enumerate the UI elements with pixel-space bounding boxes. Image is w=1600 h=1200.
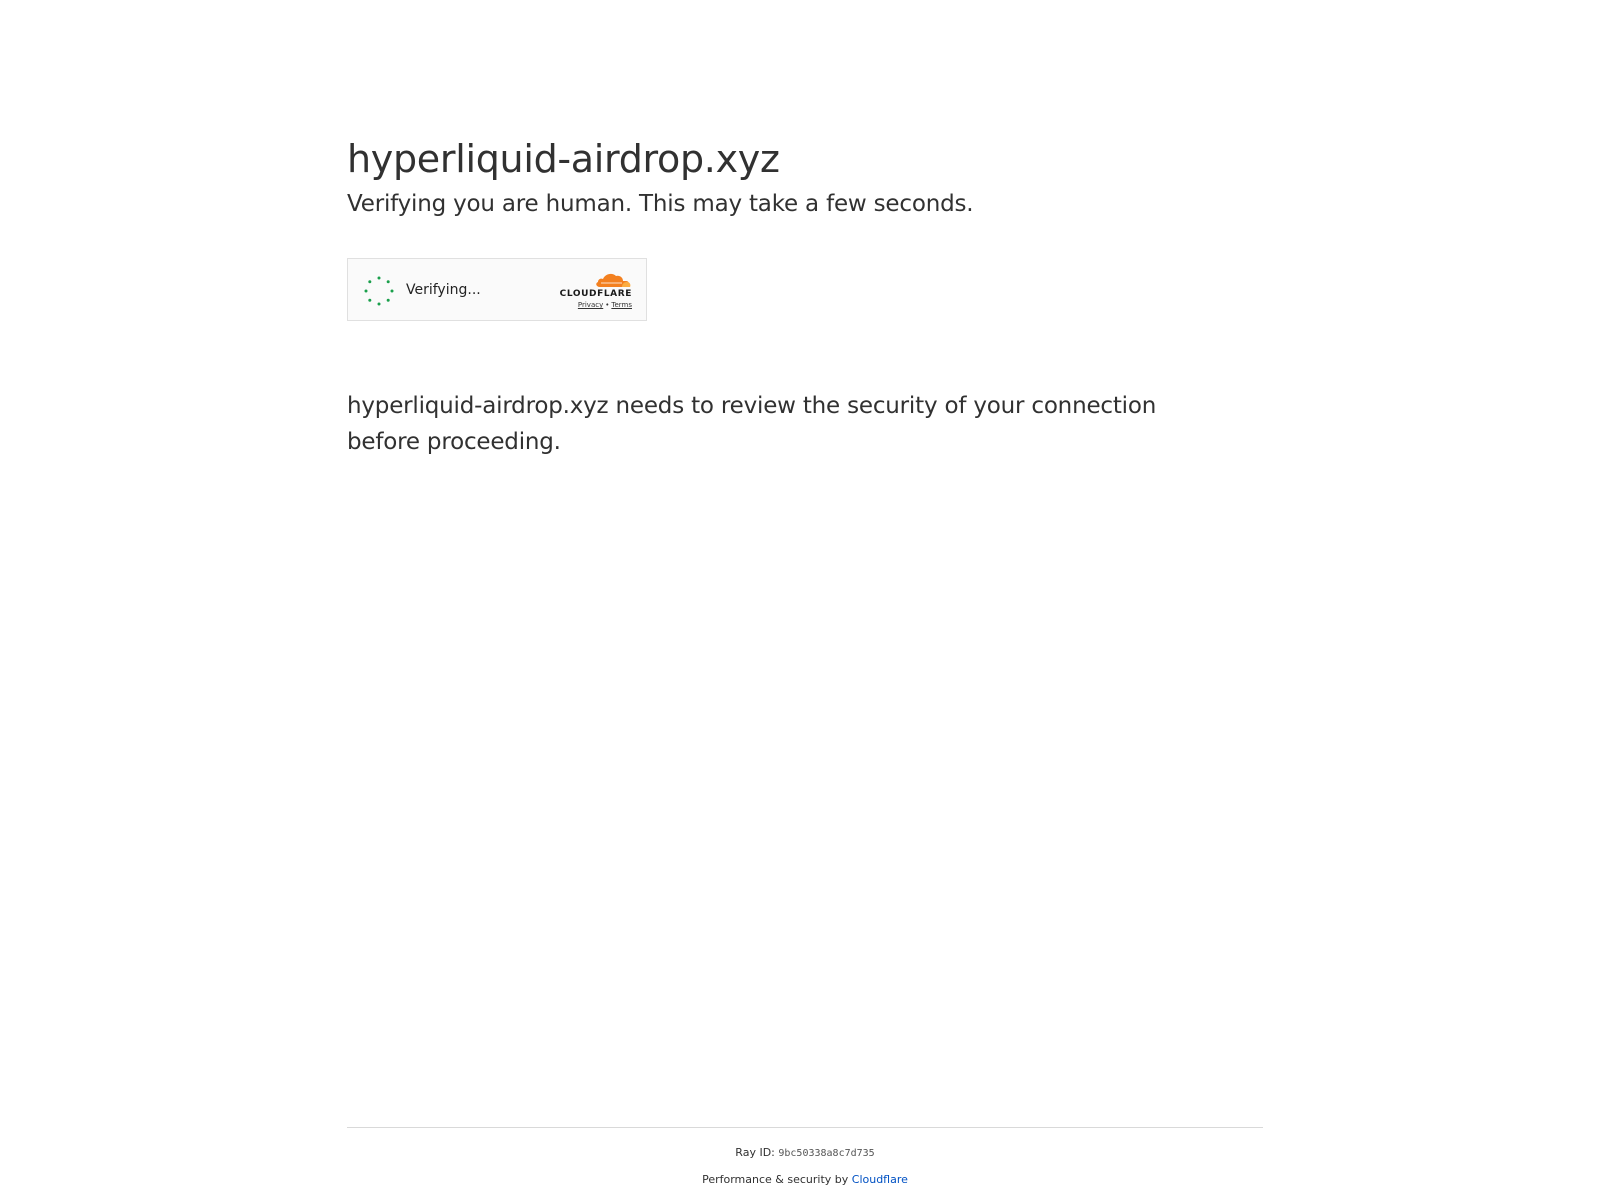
ray-id-value: 9bc50338a8c7d735	[778, 1148, 875, 1159]
privacy-link[interactable]: Privacy	[577, 301, 604, 309]
turnstile-widget[interactable]	[347, 258, 647, 321]
cloudflare-link[interactable]: Cloudflare	[851, 1173, 908, 1186]
spinner-dot	[378, 277, 381, 280]
cloudflare-wordmark: CLOUDFLARE	[559, 289, 632, 299]
cloudflare-branding	[552, 269, 632, 313]
spinner-icon	[363, 275, 395, 307]
terms-link[interactable]: Terms	[611, 301, 632, 309]
page-title: hyperliquid-airdrop.xyz	[347, 137, 780, 181]
page-subtitle: Verifying you are human. This may take a few seconds.	[347, 191, 974, 217]
spinner-dot	[368, 299, 371, 302]
performance-line	[347, 1173, 1263, 1187]
spinner-dot	[391, 290, 394, 293]
verifying-status: Verifying...	[406, 282, 481, 298]
widget-links	[578, 301, 632, 309]
footer	[347, 1127, 1263, 1187]
security-description: hyperliquid-airdrop.xyz needs to review the security of your connection before proceeding.	[347, 393, 1157, 455]
ray-id-label: Ray ID:	[735, 1146, 775, 1159]
main-content	[347, 132, 1267, 455]
performance-text: Performance & security by	[702, 1173, 849, 1186]
ray-id-line	[347, 1146, 1263, 1161]
spinner-dot	[378, 303, 381, 306]
spinner-dot	[365, 290, 368, 293]
cloudflare-cloud-icon	[592, 269, 632, 289]
link-separator: •	[605, 301, 610, 309]
spinner-dot	[387, 299, 390, 302]
spinner-dot	[368, 280, 371, 283]
spinner-dot	[387, 280, 390, 283]
